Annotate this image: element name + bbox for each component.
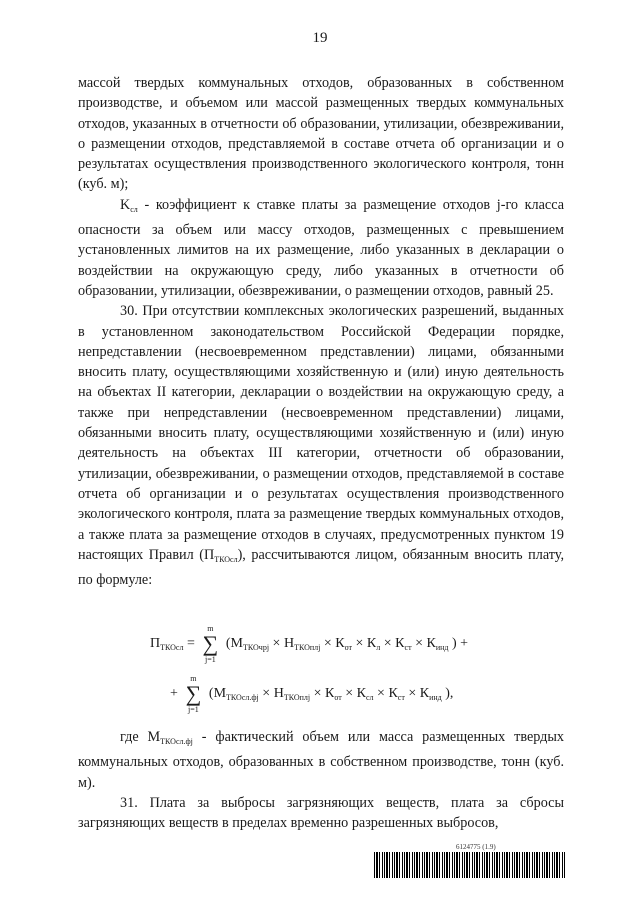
sum-symbol-1: m ∑ j=1 [202,624,219,664]
formula-row-2: + m ∑ j=1 ($М_{ТКОсл.фj} \times Н_{ТКОплj} \times К_{от} \times К_{сл} \times К_{ст} \times К_{инд}$ ), [170,674,454,714]
formula-block [150,616,530,716]
paragraph-k-sl: $K_{сл}$ - коэффициент к ставке платы за размещение отходов j-го класса опасности за объем или массу отходов, размещенных с превышением установленных лимитов на их размещение, либо указанных в декларации о воздействии на окружающую среду, либо указанных в отчетности об образовании, утилизации, обезвреживании, о размещении отходов, равный 25. [78,196,564,299]
paragraph-31: 31. Плата за выбросы загрязняющих веществ, плата за сбросы загрязняющих веществ в пределах временно разрешенных выбросов, [78,794,564,832]
body-text-bottom [78,727,564,833]
paragraph-30: 30. При отсутствии комплексных экологических разрешений, выданных в установленном законодательством Российской Федерации порядке, непредставлении (несвоевременном представлении) лицами, обязанными вносить плату, осуществляющими хозяйственную и (или) иную деятельность на объектах II категории, декларации о воздействии на окружающую среду, а также при непредставлении (несвоевременном представлении) лицами, обязанными вносить плату, осуществляющими хозяйственную и (или) иную деятельность на объектах III категории, отчетности об образовании, утилизации, обезвреживании, о размещении отходов, представляемой в составе отчета об организации и о результатах осуществления производственного экологического контроля, плата за размещение твердых коммунальных отходов, а также плата за размещение отходов в случаях, предусмотренных пунктом 19 настоящих Правил $(П_{ТКОсл})$, рассчитываются лицом, обязанным вносить плату, по формуле: [78,303,564,589]
sum-symbol-2: m ∑ j=1 [185,674,202,714]
page-number: 19 [312,30,328,46]
paragraph-where: где $М_{ТКОсл.фj}$ - фактический объем или масса размещенных твердых коммунальных отходов, образованных в собственном производстве, тонн (куб. м). [78,729,565,791]
paragraph-continuation: массой твердых коммунальных отходов, образованных в собственном производстве, и объемом или массой размещенных твердых коммунальных отходов, указанных в отчетности об образовании, утилизации, обезвреживании, о размещении отходов, представляемой в составе отчета об организации и о результатах осуществления производственного экологического контроля, тонн (куб. м); [78,75,564,193]
formula-row-1: $П_{ТКОсл}$ = m ∑ j=1 ($М_{ТКОчрj} \times Н_{ТКОплj} \times К_{от} \times К_л \times К_{ст} \times К_{инд}$ ) + [150,624,469,664]
document-code: 6124775 (1.9) [456,843,496,851]
body-text [78,73,564,590]
barcode-image [374,852,566,878]
